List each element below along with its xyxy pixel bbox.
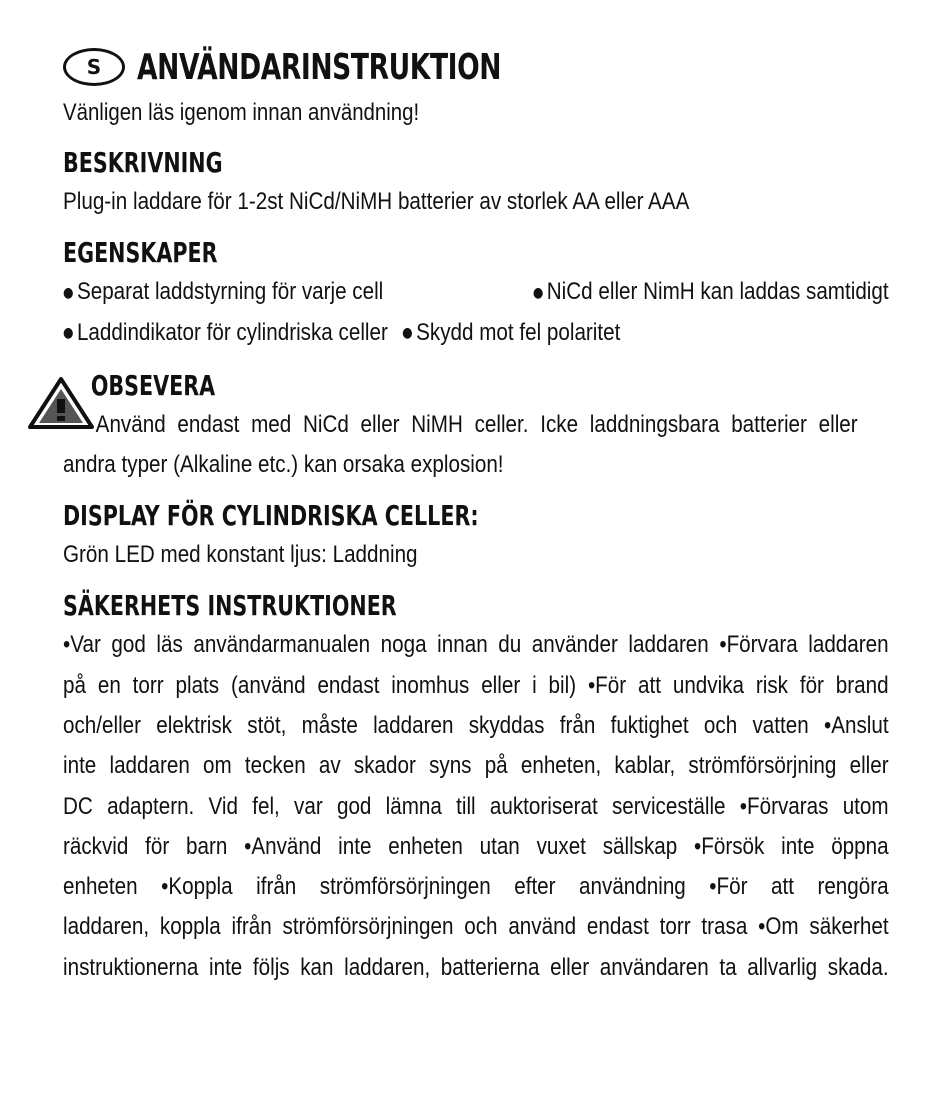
feature-item: ● Skydd mot fel polaritet — [402, 318, 621, 346]
safety-line: DC adaptern. Vid fel, var god lämna till auktoriserat serviceställe •Förvaras utom — [63, 792, 889, 820]
description-section — [63, 144, 889, 222]
safety-line: enheten •Koppla ifrån strömförsörjningen efter användning •För att rengöra — [63, 873, 889, 901]
language-badge: S — [63, 48, 125, 86]
title-row — [63, 40, 889, 94]
safety-line: på en torr plats (använd endast inomhus eller i bil) •För att undvika risk för brand — [63, 671, 889, 699]
bullet-icon: ● — [402, 325, 413, 342]
bullet-icon: ● — [63, 325, 74, 342]
feature-item: ● Laddindikator för cylindriska celler — [63, 318, 388, 346]
display-section — [63, 497, 889, 575]
display-text: Grön LED med konstant ljus: Laddning — [63, 541, 418, 569]
safety-line: och/eller elektrisk stöt, måste laddaren skyddas från fuktighet och vatten •Anslut — [63, 711, 889, 739]
description-heading: BESKRIVNING — [63, 146, 223, 179]
features-section — [63, 234, 889, 353]
page-subtitle: Vänligen läs igenom innan användning! — [63, 99, 420, 126]
safety-line: räckvid för barn •Använd inte enheten utan vuxet sällskap •Försök inte öppna — [63, 832, 889, 860]
warning-heading: OBSEVERA — [90, 369, 216, 403]
feature-item: ● Separat laddstyrning för varje cell — [63, 278, 384, 305]
bullet-icon: ● — [532, 284, 544, 301]
bullet-icon: ● — [63, 284, 74, 301]
safety-line: inte laddaren om tecken av skador syns på enheten, kablar, strömförsörjning eller — [63, 752, 889, 780]
features-line-2 — [63, 313, 887, 354]
safety-line: •Var god läs användarmanualen noga innan du använder laddaren •Förvara laddaren — [63, 631, 889, 659]
warning-line-2: andra typer (Alkaline etc.) kan orsaka explosion! — [63, 451, 504, 479]
safety-line: laddaren, koppla ifrån strömförsörjningen och använd endast torr trasa •Om säkerhet — [63, 913, 889, 941]
page-title: ANVÄNDARINSTRUKTION — [137, 46, 502, 88]
warning-line-1: Använd endast med NiCd eller NiMH celler. Icke laddningsbara batterier eller — [95, 411, 858, 439]
features-line-1 — [63, 272, 887, 313]
safety-line: instruktionerna inte följs kan laddaren, batterierna eller användaren ta allvarlig skada. — [63, 953, 889, 981]
safety-text — [63, 625, 889, 988]
safety-heading: SÄKERHETS INSTRUKTIONER — [63, 589, 397, 623]
feature-item: ● NiCd eller NimH kan laddas samtidigt — [532, 278, 889, 305]
warning-section — [63, 367, 889, 485]
description-text: Plug-in laddare för 1-2st NiCd/NiMH batterier av storlek AA eller AAA — [63, 188, 690, 215]
features-heading: EGENSKAPER — [63, 236, 218, 269]
instruction-page — [63, 40, 889, 988]
safety-section — [63, 587, 889, 988]
display-heading: DISPLAY FÖR CYLINDRISKA CELLER: — [63, 499, 479, 533]
